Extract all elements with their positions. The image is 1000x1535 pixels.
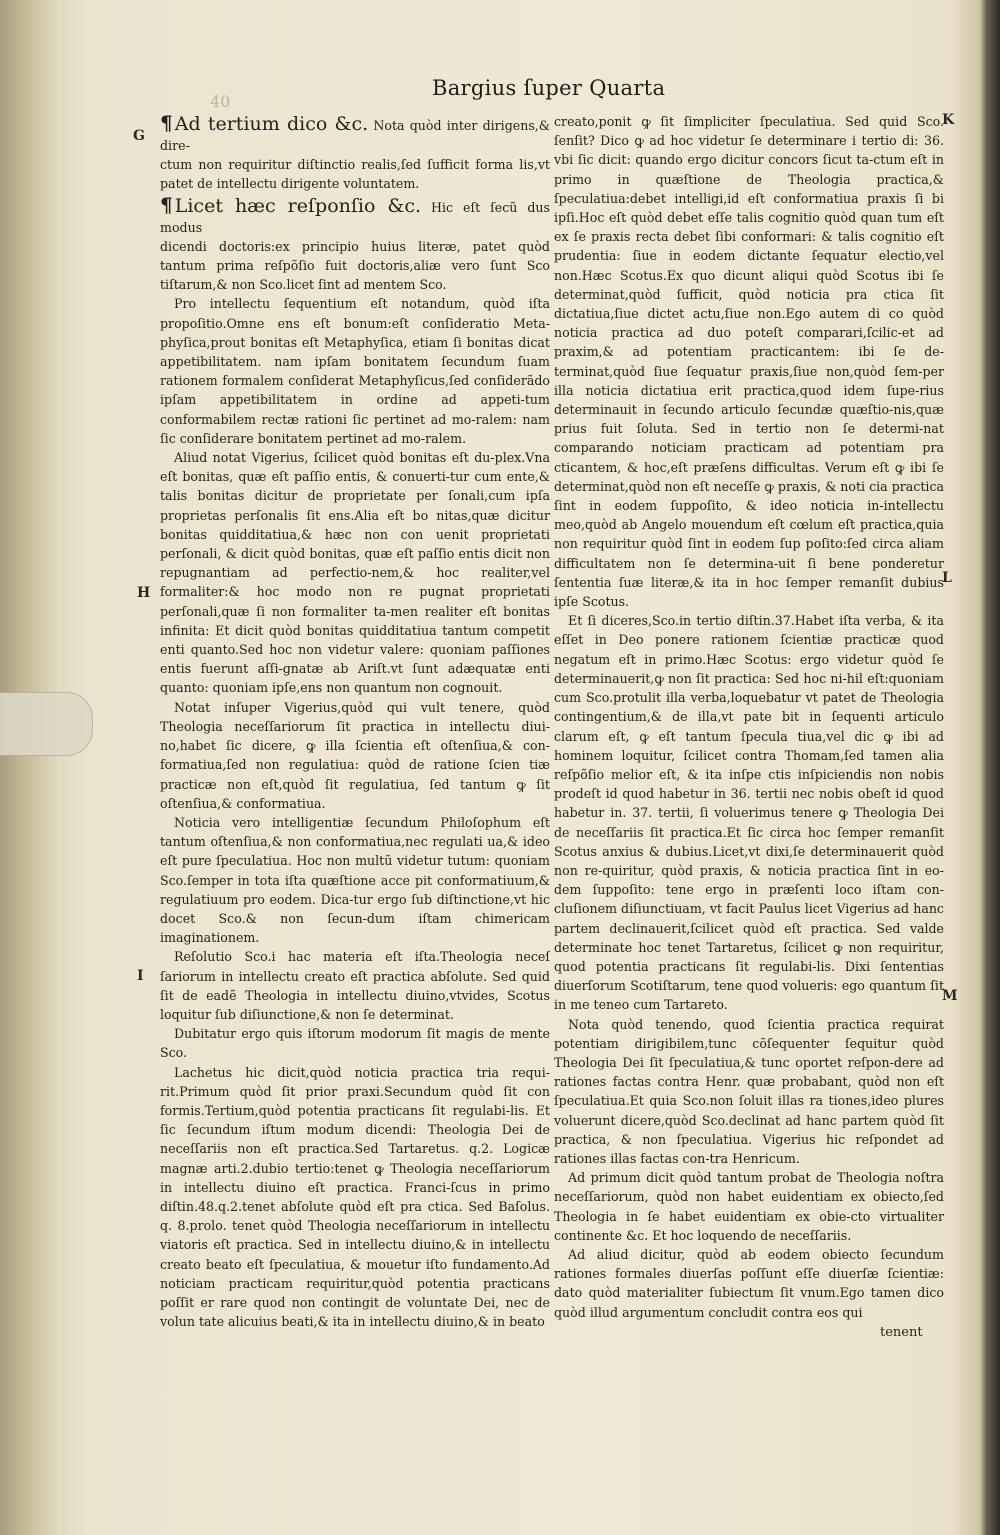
- lemma-text: Licet hæc reſponſio &c.: [174, 194, 421, 217]
- page-tab: [0, 692, 93, 756]
- paragraph: Nota quòd tenendo, quod ſcientia practica requirat potentiam dirigibilem,tunc cõſequenter ſequitur quòd Theologia Dei ſit ſpeculatiua,& tunc oportet reſpon-dere ad rationes factas contra Henr. quæ probabant, quòd non eſt ſpeculatiua.Et quia Sco.non ſoluit illas ra tiones,ideo plures voluerunt dicere,quòd Sco.declinat ad hanc partem quòd ſit practica, & non ſpeculatiua. Vigerius hic reſpondet ad rationes illas factas con-tra Henricum.: [554, 1016, 944, 1166]
- margin-mark-g: G: [133, 128, 145, 144]
- paragraph: Noticia vero intelligentiæ ſecundum Philoſophum eſt tantum oſtenſiua,& non conformatiua,nec regulati ua,& ideo eſt pure ſpeculatiua. Hoc non multũ videtur tutum: quoniam Sco.ſemper in tota iſta quæſtione acce pit conformatiuum,& regulatiuum pro eodem. Dica-tur ergo ſub diſtinctione,vt hic docet Sco.& non ſecun-dum iſtam chimericam imaginationem.: [160, 814, 550, 946]
- left-column: [160, 112, 550, 1342]
- paragraph: Et ſi diceres,Sco.in tertio diſtin.37.Habet iſta verba, & ita eſſet in Deo ponere rationem ſcientiæ practicæ quod negatum eſt in primo.Hæc Scotus: ergo videtur quòd ſe determinauerit,ꝙ non ſit practica: Sed hoc ni-hil eſt:quoniam cum Sco.protulit illa verba,loquebatur vt patet de Theologia contingentium,& de illa,vt pate bit in ſequenti articulo clarum eſt, ꝙ eſt tantum ſpecula tiua,vel dic ꝙ ibi ad hominem loquitur, ſcilicet contra Thomam,ſed tamen alia reſpõſio melior eſt, & ita inſpe ctis inſpiciendis non nobis prodeſt id quod habetur in 36. tertii nec nobis obeſt id quod habetur in. 37. tertii, ſi voluerimus tenere ꝙ Theologia Dei de neceſſariis ſit practica.Et ſic circa hoc ſemper remanſit Scotus anxius & dubius.Licet,vt dixi,ſe determinauerit quòd non re-quiritur, quòd praxis, & noticia practica ſint in eo-dem ſuppoſito: tene ergo in præſenti loco iſtam con-cluſionem diſiunctiuam, vt facit Paulus licet Vigerius ad hanc partem declinauerit,ſcilicet quòd eſt practica. Sed valde determinate hoc tenet Tartaretus, ſcilicet ꝙ non requiritur, quod potentia practicans ſit regulabi-lis. Dixi ſententias diuerſorum Scotiſtarum, tene quod volueris: ego quantum ſit in me teneo cum Tartareto.: [554, 613, 944, 1013]
- paragraph: Aliud notat Vigerius, ſcilicet quòd bonitas eſt du-plex.Vna eſt bonitas, quæ eſt paſſio entis, & conuerti-tur cum ente,& talis bonitas dicitur de proprietate per ſonali,cum ipſa proprietas perſonalis ſit ens.Alia eſt bo nitas,quæ dicitur bonitas quidditatiua,& hæc non con uenit proprietati perſonali, & dicit quòd bonitas, quæ eſt paſſio entis dicit non repugnantiam ad perfectio-nem,& hoc realiter,vel formaliter:& hoc modo non re pugnat proprietati perſonali,quæ ſi non formaliter ta-men realiter eſt bonitas infinita: Et dicit quòd bonitas quidditatiua tantum competit enti quanto.Sed hoc non videtur valere: quoniam paſſiones entis fuerunt aſſi-gnatæ ab Ariſt.vt ſunt adæquatæ enti quanto: quoniam ipſe,ens non quantum non cognouit.: [160, 450, 550, 696]
- lemma-text: Ad tertium dico &c.: [174, 113, 369, 135]
- paragraph: Pro intellectu ſequentium eſt notandum, quòd iſta propoſitio.Omne ens eſt bonum:eſt conſideratio Meta-phyſica,prout bonitas eſt Metaphyſica, etiam ſi bonitas dicat appetibilitatem. nam ipſam bonitatem ſecundum ſuam rationem formalem conſiderat Metaphyſicus,ſed conſiderãdo ipſam appetibilitatem in ordine ad appeti-tum conformabilem rectæ rationi ſic pertinet ad mo-ralem: nam ſic conſiderare bonitatem pertinet ad mo-ralem.: [160, 296, 550, 446]
- page-edge: [986, 0, 1000, 1535]
- margin-mark-h: H: [137, 585, 151, 601]
- paragraph: Ad primum dicit quòd tantum probat de Theologia noſtra neceſſariorum, quòd non habet euidentiam ex obiecto,ſed Theologia in ſe habet euidentiam ex obie-cto virtualiter continente &c. Et hoc loquendo de neceſſariis.: [554, 1170, 944, 1243]
- lemma-licet: [160, 194, 550, 237]
- paragraph: Ad aliud dicitur, quòd ab eodem obiecto ſecundum rationes formales diuerſas poſſunt eſſe diuerſæ ſcientiæ: dato quòd materialiter ſubiectum ſit vnum.Ego tamen dico quòd illud argumentum concludit contra eos qui: [554, 1246, 944, 1320]
- lemma-note: Nota quòd inter dirigens,& dire-: [160, 118, 550, 153]
- margin-mark-m: M: [942, 988, 958, 1004]
- pilcrow-icon: ¶: [160, 192, 173, 217]
- faint-folio-number: 40: [210, 92, 231, 111]
- running-header: Bargius ſuper Quarta: [432, 76, 666, 100]
- paragraph: Notat inſuper Vigerius,quòd qui vult tenere, quòd Theologia neceſſariorum ſit practica in intellectu diui-no,habet ſic dicere, ꝙ illa ſcientia eſt oſtenſiua,& con-formatiua,ſed non regulatiua: quòd de ratione ſcien tiæ practicæ non eſt,quòd ſit regulatiua, ſed tantum ꝙ ſit oſtenſiua,& conformatiua.: [160, 699, 550, 811]
- paragraph: ctum non requiritur diſtinctio realis,ſed ſufficit forma lis,vt patet de intellectu dirigente voluntatem.: [160, 157, 550, 192]
- margin-mark-l: L: [942, 570, 952, 586]
- lemma-note: Hic eſt ſecũ dus modus: [160, 199, 550, 235]
- margin-mark-k: K: [942, 112, 955, 128]
- lemma-ad-tertium: [160, 112, 550, 155]
- binding-gutter: [0, 0, 60, 1535]
- pilcrow-icon: ¶: [160, 112, 173, 135]
- paragraph: creato,ponit ꝙ ſit ſimpliciter ſpeculatiua. Sed quid Sco. ſenſit? Dico ꝙ ad hoc videtur ſe determinare i tertio di: 36. vbi ſic dicit: quando ergo dicitur concors ſicut ta-ctum eſt in primo in quæſtione de Theologia practica,& ſpeculatiua:debet intelligi,id eſt conformatiua praxis ſi bi ipſi.Hoc eſt quòd debet eſſe talis cognitio quòd quan tum eſt ex ſe praxis recta debet ſibi conformari: & talis cognitio eſt prudentia: ſiue in eodem dictante ſequatur electio,vel non.Hæc Scotus.Ex quo dicunt aliqui quòd Scotus ibi ſe determinat,quòd ſufficit, quòd noticia pra ctica ſit dictatiua,ſiue dictet actu,ſiue non.Ego autem di co quòd noticia practica ad duo poteſt comparari,ſcilic-et ad praxim,& ad potentiam practicantem: ibi ſe de-terminat,quòd ſiue ſequatur praxis,ſiue non,quòd ſem-per illa noticia dictatiua erit practica,quod idem ſupe-rius determinauit in ſecundo articulo ſecundæ quæſtio-nis,quæ prius fuit ſoluta. Sed in tertio non ſe determi-nat comparando noticiam practicam ad potentiam pra cticantem, & hoc,eſt præſens difficultas. Verum eſt ꝙ ibi ſe determinat,quòd non eſt neceſſe ꝙ praxis, & noti cia practica ſint in eodem ſuppoſito, & ideo noticia in-intellectu meo,quòd ab Angelo mouendum eſt cœlum eſt practica,quia non requiritur quòd ſint in eodem ſup poſito:ſed circa aliam difficultatem non ſe determina-uit ſi bene ponderetur ſententia ſuæ literæ,& ita in hoc ſemper remanſit dubius ipſe Scotus.: [554, 114, 944, 610]
- paragraph: Dubitatur ergo quis iſtorum modorum ſit magis de mente Sco.: [160, 1026, 550, 1061]
- catchword: tenent: [880, 1325, 923, 1340]
- paragraph: dicendi doctoris:ex principio huius literæ, patet quòd tantum prima reſpõſio fuit doctoris,aliæ vero ſunt Sco tiſtarum,& non Sco.licet ſint ad mentem Sco.: [160, 238, 550, 293]
- paragraph: Reſolutio Sco.i hac materia eſt iſta.Theologia neceſ ſariorum in intellectu creato eſt practica abſolute. Sed quid ſit de eadẽ Theologia in intellectu diuino,vtvides, Scotus loquitur ſub diſiunctione,& non ſe determinat.: [160, 949, 550, 1022]
- paragraph: Lachetus hic dicit,quòd noticia practica tria requi-rit.Primum quòd ſit prior praxi.Secundum quòd ſit con formis.Tertium,quòd potentia practicans ſit regulabi-lis. Et ſic ſecundum iſtum modum dicendi: Theologia Dei de neceſſariis non eſt practica.Sed Tartaretus. q.2. Logicæ magnæ arti.2.dubio tertio:tenet ꝙ Theologia neceſſariorum in intellectu diuino eſt practica. Franci-ſcus in primo diſtin.48.q.2.tenet abſolute quòd eſt pra ctica. Sed Baſolus. q. 8.prolo. tenet quòd Theologia neceſſariorum in intellectu viatoris eſt practica. Sed in intellectu diuino,& in intellectu creato beato eſt ſpeculatiua, & mouetur iſto fundamento.Ad noticiam practicam requiritur,quòd potentia practicans poſſit er rare quod non contingit de voluntate Dei, nec de volun tate alicuius beati,& ita in intellectu diuino,& in beato: [160, 1064, 550, 1330]
- right-column: [554, 112, 944, 1362]
- margin-mark-i: I: [137, 968, 144, 984]
